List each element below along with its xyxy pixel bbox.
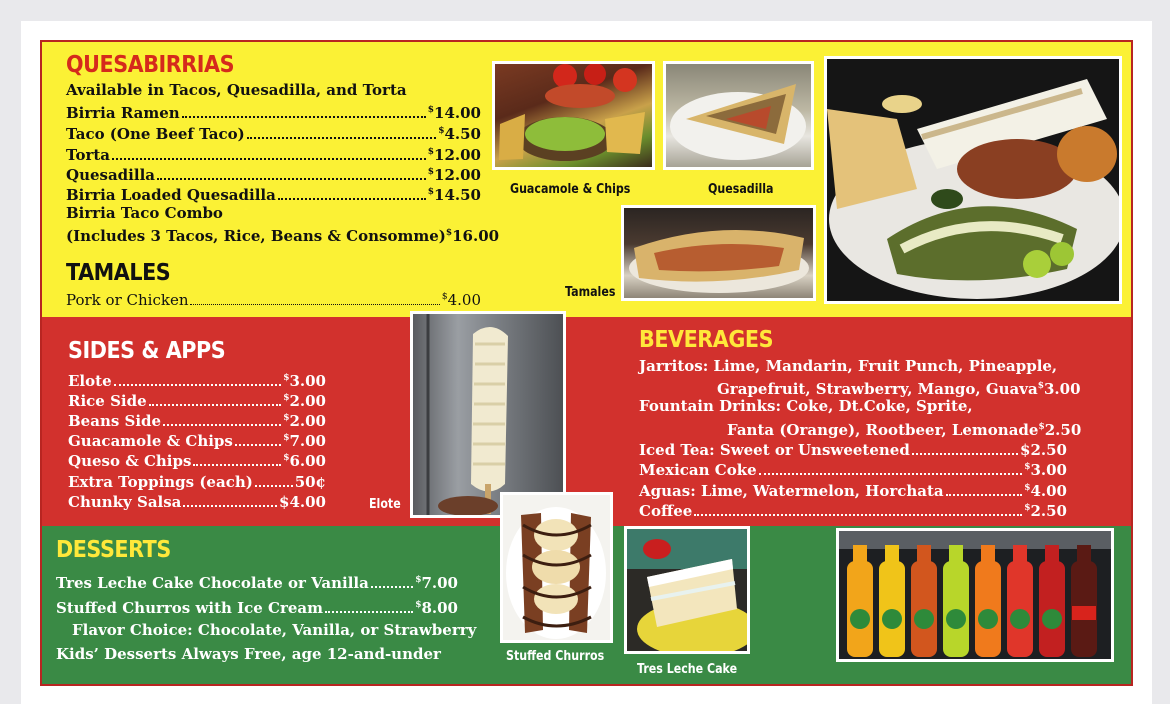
churros-caption: Stuffed Churros [506,649,605,664]
guacamole-chips-photo [492,61,655,170]
item-price: $2.00 [283,412,326,430]
beverages-heading: BEVERAGES [639,327,774,353]
item-name: Stuffed Churros with Ice Cream [56,599,324,617]
menu-item [66,100,481,124]
menu-item [639,498,1067,522]
item-price: $2.50 [1024,502,1067,520]
tamales-heading: TAMALES [66,260,171,286]
elote-photo [410,311,566,518]
desserts-heading: DESSERTS [56,537,171,563]
item-price: $4.50 [438,125,481,143]
item-name: Aguas: Lime, Watermelon, Horchata [639,482,944,500]
menu-item [66,182,481,206]
item-price: $8.00 [415,599,458,617]
tres-leche-caption: Tres Leche Cake [637,662,738,677]
item-name: Guacamole & Chips [68,432,233,450]
sides-heading: SIDES & APPS [68,338,226,364]
item-price: $14.00 [427,104,481,122]
menu-item [68,448,326,472]
elote-caption: Elote [369,497,401,512]
menu-item [639,457,1067,481]
item-price: 50¢ [294,473,326,491]
item-name: Torta [66,146,110,164]
item-price: $4.00 [279,493,326,511]
item-price: $3.00 [1024,461,1067,479]
tamales-caption: Tamales [565,285,616,300]
combo-name: Birria Taco Combo [66,204,223,222]
item-name: Iced Tea: Sweet or Unsweetened [639,441,910,459]
quesabirrias-subtitle: Available in Tacos, Quesadilla, and Torta [66,81,407,99]
birria-platter-photo [824,56,1122,304]
kids-desserts-note: Kids’ Desserts Always Free, age 12-and-under [56,645,441,663]
item-price: $12.00 [427,146,481,164]
item-price: $12.00 [427,166,481,184]
item-name: Birria Ramen [66,104,180,122]
quesabirrias-heading: QUESABIRRIAS [66,52,235,78]
tamales-photo [621,205,816,301]
item-name: Chunky Salsa [68,493,182,511]
item-price: $7.00 [415,574,458,592]
item-name: Pork or Chicken [66,291,189,309]
jarritos-line-1: Jarritos: Lime, Mandarin, Fruit Punch, Pineapple, [639,357,1058,375]
fountain-line-2: Fanta (Orange), Rootbeer, Lemonade$2.50 [727,421,1082,439]
fountain-line-1: Fountain Drinks: Coke, Dt.Coke, Sprite, [639,397,973,415]
menu-item [56,570,458,594]
item-name: Mexican Coke [639,461,757,479]
jarritos-price: 3.00 [1043,380,1081,398]
jarritos-line-2: Grapefruit, Strawberry, Mango, Guava$3.00 [717,380,1081,398]
quesadilla-caption: Quesadilla [708,182,774,197]
item-name: Birria Loaded Quesadilla [66,186,276,204]
item-price: $4.00 [441,291,481,309]
tres-leche-cake-photo [624,526,750,654]
item-price: $7.00 [283,432,326,450]
menu-board [40,40,1133,686]
item-name: Quesadilla [66,166,155,184]
item-name: Coffee [639,502,693,520]
item-name: Queso & Chips [68,452,192,470]
quesadilla-photo [663,61,814,170]
item-name: Elote [68,372,112,390]
combo-detail: (Includes 3 Tacos, Rice, Beans & Consomme)$16.00 [66,227,500,245]
item-name: Tres Leche Cake Chocolate or Vanilla [56,574,369,592]
item-name: Beans Side [68,412,162,430]
item-price: $14.50 [427,186,481,204]
item-price: $6.00 [283,452,326,470]
guacamole-caption: Guacamole & Chips [510,182,631,197]
fountain-price: 2.50 [1044,421,1082,439]
item-price: $2.50 [1020,441,1067,459]
item-price: $3.00 [283,372,326,390]
menu-item [56,595,458,619]
menu-item [68,489,326,513]
item-price: $4.00 [1024,482,1067,500]
combo-price: 16.00 [452,227,500,245]
item-name: Taco (One Beef Taco) [66,125,245,143]
menu-item [66,287,481,311]
jarritos-bottles-photo [836,528,1114,662]
item-name: Rice Side [68,392,147,410]
stuffed-churros-photo [500,492,613,643]
flavor-choice-note: Flavor Choice: Chocolate, Vanilla, or Strawberry [72,621,477,639]
item-name: Extra Toppings (each) [68,473,253,491]
item-price: $2.00 [283,392,326,410]
menu-item [66,121,481,145]
